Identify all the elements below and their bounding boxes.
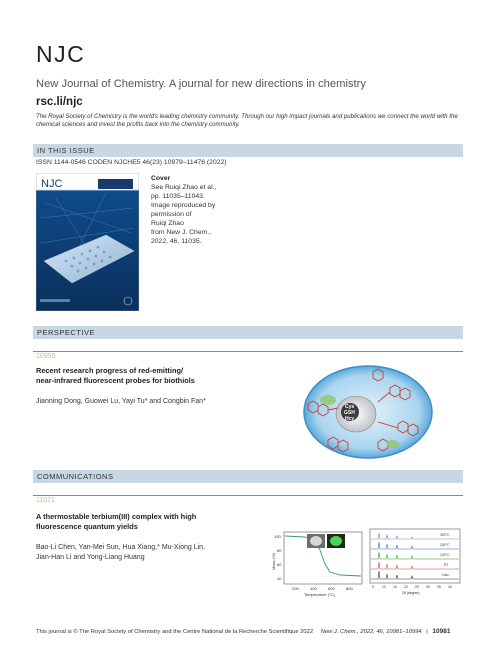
xrd-xtick-25: 25: [415, 585, 419, 589]
footer-page-number: 10981: [432, 628, 451, 635]
cover-line-3: Image reproduced by: [151, 202, 216, 209]
cover-line-2: pp. 11035–11043.: [151, 193, 205, 200]
cover-line-4: permission of: [151, 211, 192, 218]
cover-line-1: See Ruiqi Zhao et al.,: [151, 184, 217, 191]
perspective-title-line-2[interactable]: near-infrared fluorescent probes for biothiols: [36, 376, 195, 385]
journal-url[interactable]: rsc.li/njc: [36, 96, 83, 108]
page-footer: This journal is © The Royal Society of Chemistry and the Centre National de la Recherche Scientifique 2022 New J. Chem., 2022, 46, 10981–10994 | 10981: [36, 628, 451, 635]
graphic-label-hcy: Hcy: [345, 416, 355, 422]
tga-ytick-40: 40: [277, 576, 282, 581]
footer-citation: New J. Chem., 2022, 46, 10981–10994: [320, 629, 422, 635]
xrd-series-100: 100°C: [440, 553, 450, 557]
xrd-xlabel: 2θ (degree): [402, 591, 420, 595]
tga-plot: [270, 528, 365, 598]
cover-title: Cover: [151, 175, 171, 182]
xrd-series-rt: RT: [444, 563, 449, 567]
communications-authors-line-2: Jian-Han Li and Yong-Liang Huang: [36, 554, 145, 561]
intro-text: The Royal Society of Chemistry is the world's leading chemistry community. Through our high impact journals and publications we connect the world with the chemical sciences and invest the profits back into the chemistry community.: [36, 113, 458, 129]
xrd-series-200: 200°C: [440, 543, 450, 547]
xrd-plot: [366, 525, 462, 597]
perspective-heading: PERSPECTIVE: [37, 328, 96, 337]
tga-xtick-600: 600: [328, 586, 335, 591]
cover-line-6: from New J. Chem.,: [151, 229, 212, 236]
footer-copyright: This journal is © The Royal Society of Chemistry and the Centre National de la Recherche Scientifique 2022: [36, 629, 314, 635]
tga-ylabel: Mass (%): [271, 553, 276, 570]
communications-page-number[interactable]: 11021: [36, 497, 55, 504]
tga-ytick-100: 100: [274, 534, 281, 539]
communications-bar: [33, 470, 463, 483]
tga-ytick-80: 80: [277, 548, 282, 553]
tga-xtick-400: 400: [310, 586, 317, 591]
communications-rule: [33, 495, 463, 496]
perspective-graphic: [298, 362, 438, 462]
graphic-label-gsh: GSH: [344, 410, 355, 416]
graphic-label-cys: Cys: [345, 404, 355, 410]
perspective-bar: [33, 326, 463, 339]
issn-line: ISSN 1144-0546 CODEN NJCHE5 46(23) 10979–11476 (2022): [36, 159, 227, 166]
xrd-series-calc: Calc.: [442, 573, 450, 577]
journal-subtitle: New Journal of Chemistry. A journal for new directions in chemistry: [36, 78, 366, 90]
perspective-page-number[interactable]: 10995: [36, 353, 56, 360]
xrd-xtick-35: 35: [437, 585, 441, 589]
communications-title-line-1[interactable]: A thermostable terbium(III) complex with high: [36, 512, 197, 521]
xrd-xtick-5: 5: [372, 585, 374, 589]
cover-line-7: 2022, 46, 11035.: [151, 238, 202, 245]
perspective-title-line-1[interactable]: Recent research progress of red-emitting/: [36, 366, 184, 375]
in-this-issue-heading: IN THIS ISSUE: [37, 146, 95, 155]
tga-xlabel: Temperature (°C): [304, 592, 335, 597]
journal-name: NJC: [36, 41, 86, 67]
xrd-xtick-30: 30: [426, 585, 430, 589]
cover-image[interactable]: [36, 173, 139, 311]
in-this-issue-bar: [33, 144, 463, 157]
communications-heading: COMMUNICATIONS: [37, 472, 114, 481]
tga-xtick-800: 800: [346, 586, 353, 591]
communications-title-line-2[interactable]: fluorescence quantum yields: [36, 522, 138, 531]
xrd-xtick-20: 20: [404, 585, 408, 589]
cover-logo: NJC: [41, 178, 63, 190]
xrd-xtick-15: 15: [393, 585, 397, 589]
xrd-xtick-40: 40: [448, 585, 452, 589]
communications-authors-line-1: Bao-Li Chen, Yan-Mei Sun, Hua Xiang,* Mu-Xiong Lin,: [36, 544, 206, 551]
tga-ytick-60: 60: [277, 562, 282, 567]
xrd-series-300: 300°C: [440, 533, 450, 537]
xrd-xtick-10: 10: [382, 585, 386, 589]
perspective-authors: Jianning Dong, Guowei Lu, Yayi Tu* and Congbin Fan*: [36, 398, 206, 405]
perspective-rule: [33, 351, 463, 352]
tga-xtick-200: 200: [292, 586, 299, 591]
cover-line-5: Ruiqi Zhao: [151, 220, 184, 227]
